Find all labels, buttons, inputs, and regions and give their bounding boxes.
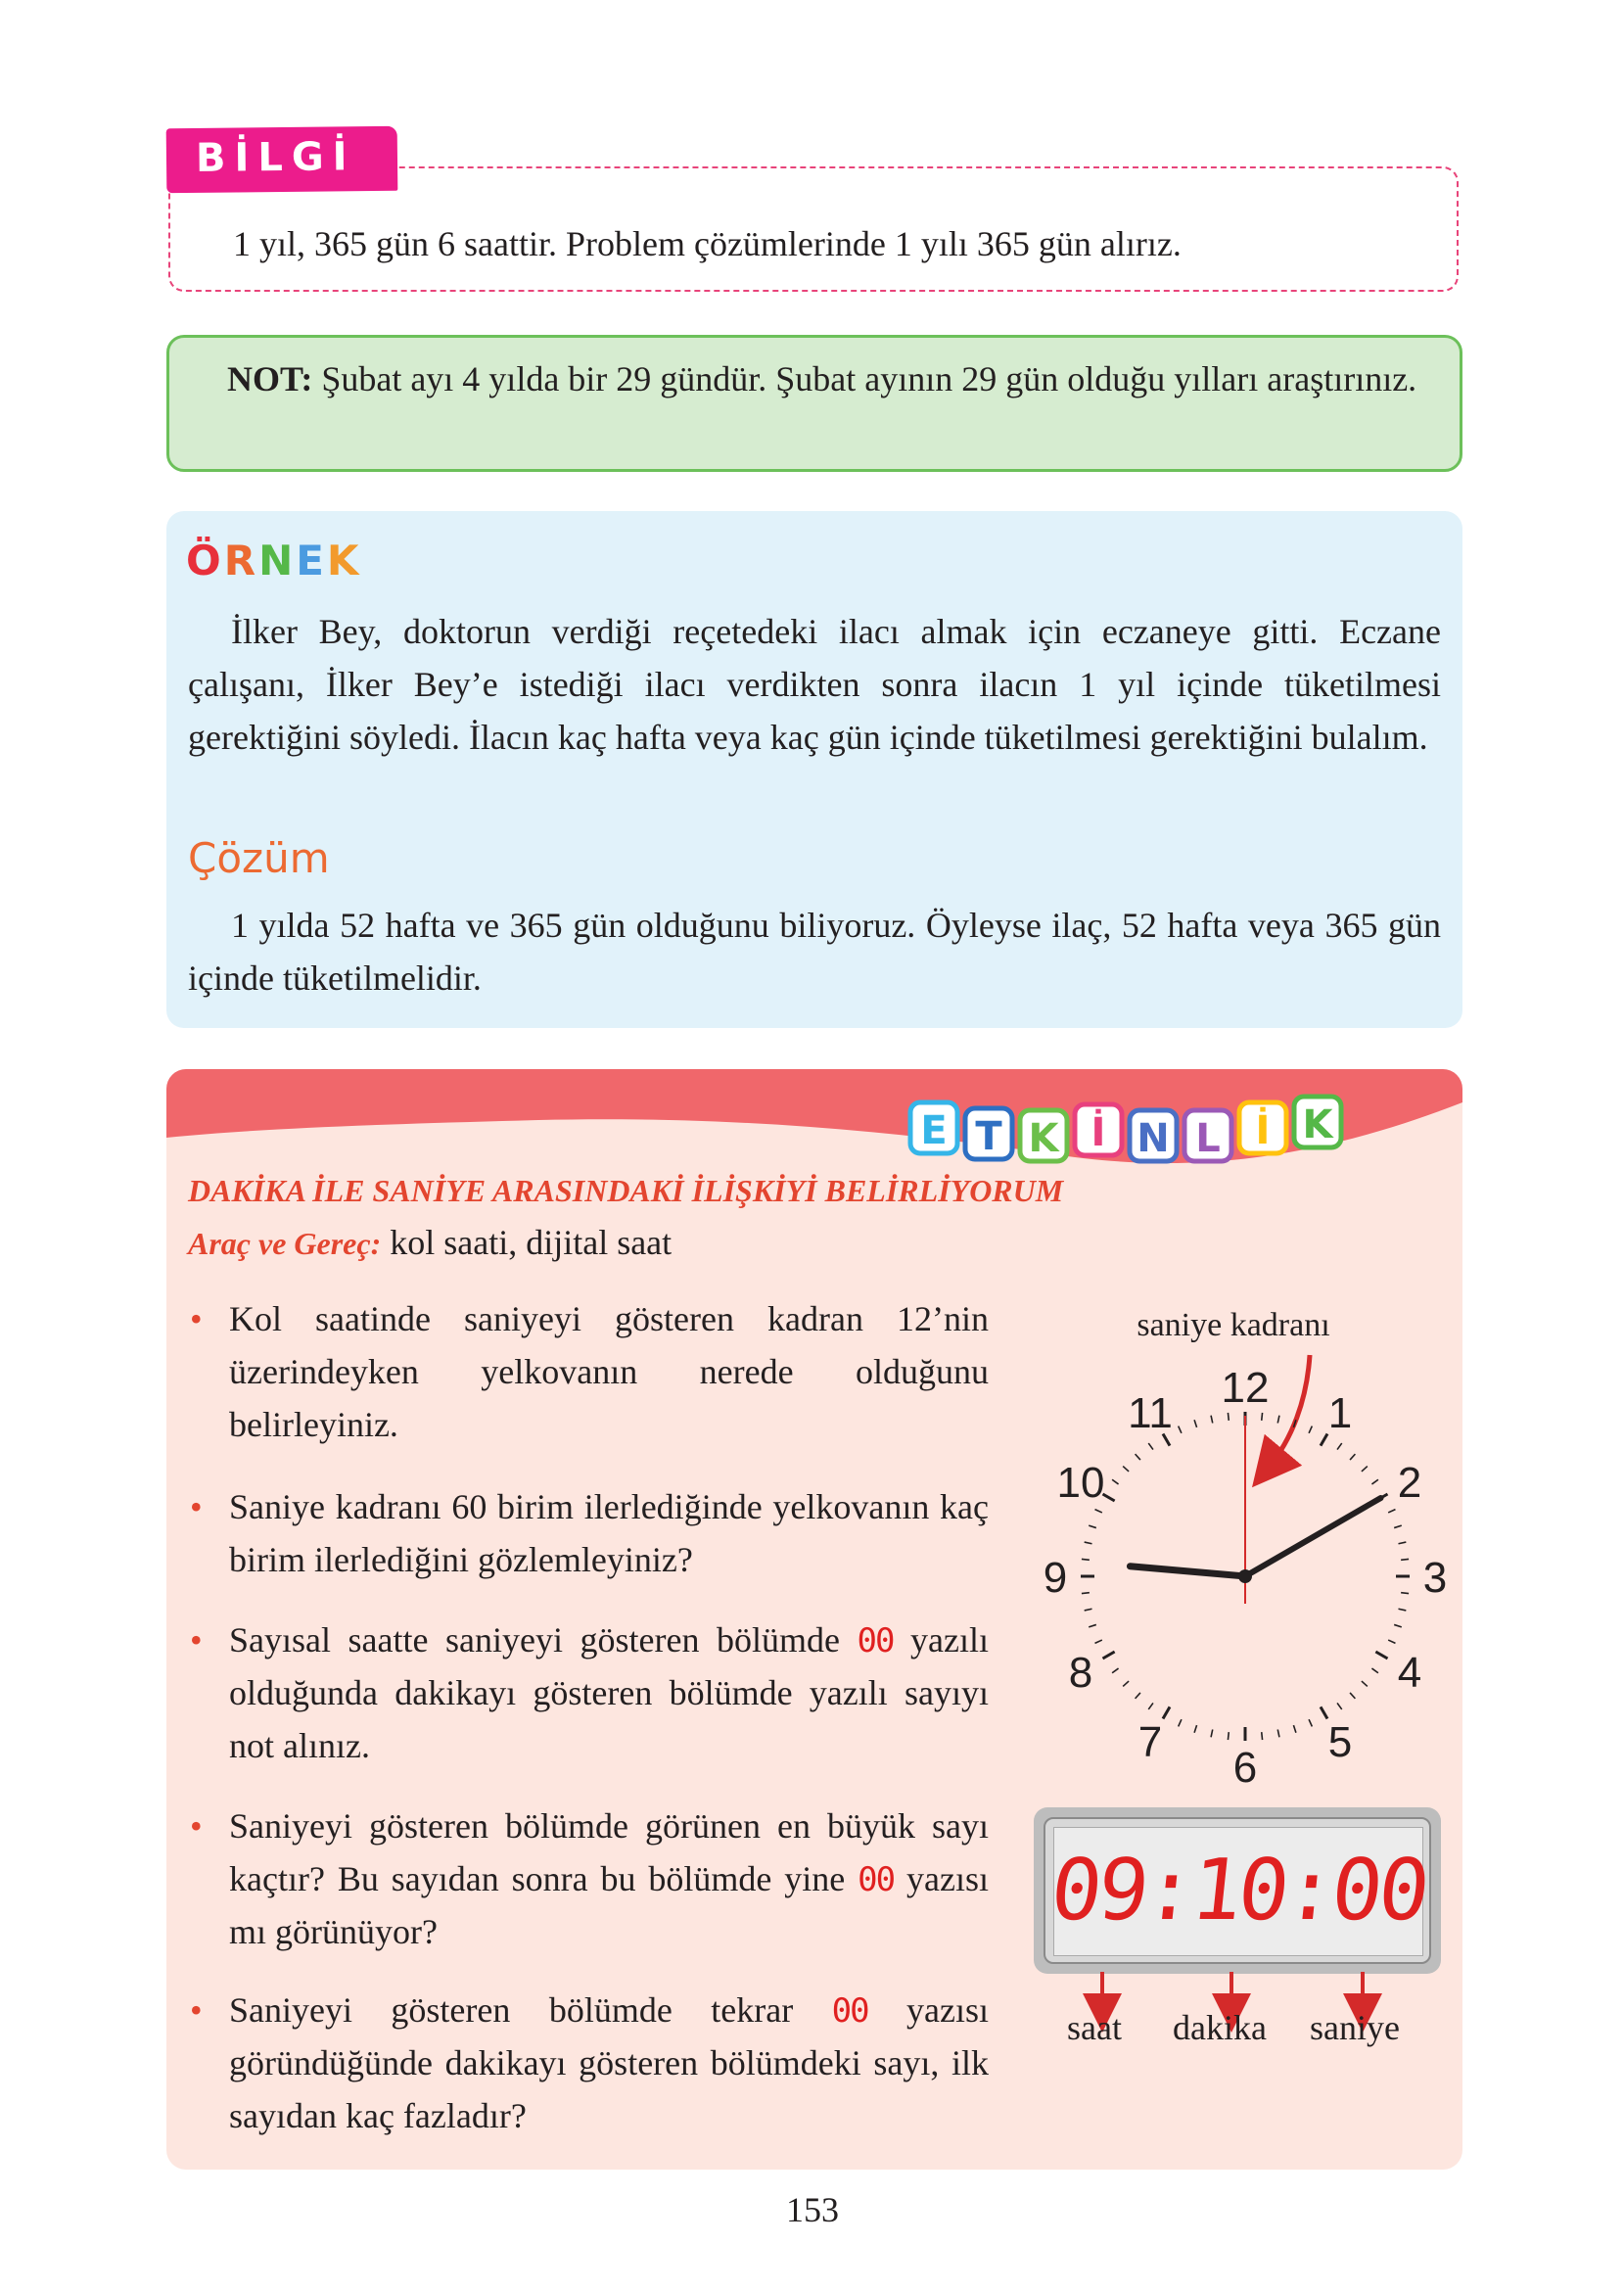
clock-tick bbox=[1388, 1640, 1395, 1643]
clock-number: 4 bbox=[1397, 1649, 1422, 1697]
bullet-text: yazısı mı görünüyor? bbox=[229, 1859, 989, 1951]
clock-tick bbox=[1112, 1479, 1118, 1484]
tools-value: kol saati, dijital saat bbox=[381, 1223, 673, 1262]
clock-face bbox=[1044, 1364, 1447, 1792]
clock-tick bbox=[1399, 1542, 1407, 1544]
clock-tick bbox=[1375, 1652, 1387, 1659]
clock-tick bbox=[1089, 1525, 1096, 1527]
solution-label: Çözüm bbox=[188, 834, 330, 882]
example-text: İlker Bey, doktorun verdiği reçetedeki ilacı almak için eczaneye gitti. Eczane çalışanı, İlker Bey’e istediği ilacı verdikten sonra ilacın 1 yıl içinde tüketilmesi gerektiğini söyledi. İlacın kaç hafta veya kaç gün içinde tüketilmesi gerektiğini bulalım. bbox=[188, 612, 1441, 757]
clock-tick bbox=[1362, 1681, 1368, 1686]
bullet-text: Kol saatinde saniyeyi gösteren kadran 12’nin üzerindeyken yelkovanın nerede olduğunu belirleyiniz. bbox=[229, 1299, 989, 1444]
activity-letter: E bbox=[920, 1108, 948, 1153]
clock-tick bbox=[1321, 1707, 1327, 1718]
note-label: NOT: bbox=[227, 359, 313, 398]
digital-seconds: 00 bbox=[1326, 1842, 1431, 1940]
clock-tick bbox=[1337, 1703, 1342, 1708]
clock-tick bbox=[1085, 1542, 1092, 1544]
clock-center bbox=[1238, 1569, 1252, 1583]
digital-minutes: 10 bbox=[1186, 1842, 1291, 1940]
clock-tick bbox=[1095, 1640, 1102, 1643]
clock-tick bbox=[1082, 1559, 1090, 1560]
list-item bbox=[186, 1292, 989, 1451]
digital-label-saat: saat bbox=[1067, 2008, 1122, 2047]
clock-tick bbox=[1179, 1426, 1182, 1433]
clock-tick bbox=[1123, 1681, 1129, 1686]
tools-line bbox=[188, 1222, 672, 1263]
clock-tick bbox=[1388, 1510, 1395, 1513]
clock-tick bbox=[1399, 1609, 1407, 1611]
clock-tick bbox=[1194, 1725, 1196, 1733]
hour-hand bbox=[1130, 1566, 1245, 1576]
list-item bbox=[186, 1480, 989, 1586]
activity-letter: N bbox=[1137, 1116, 1170, 1161]
note-text bbox=[196, 352, 1439, 405]
list-item bbox=[186, 1800, 989, 1958]
clock-tick bbox=[1211, 1416, 1213, 1424]
clock-number: 11 bbox=[1128, 1388, 1173, 1437]
example-letter: R bbox=[223, 537, 259, 584]
digital-zeros-icon: 00 bbox=[831, 1991, 868, 2031]
bullet-icon: • bbox=[190, 1620, 203, 1660]
clock-number: 7 bbox=[1137, 1718, 1163, 1767]
clock-number: 3 bbox=[1422, 1554, 1448, 1602]
clock-tick bbox=[1228, 1413, 1229, 1421]
list-item bbox=[186, 1984, 989, 2142]
clock-tick bbox=[1309, 1719, 1312, 1726]
activity-letter: İ bbox=[1090, 1110, 1106, 1155]
clock-tick bbox=[1401, 1593, 1409, 1594]
clock-number: 1 bbox=[1327, 1388, 1353, 1437]
digital-zeros-icon: 00 bbox=[858, 1860, 895, 1899]
clock-tick bbox=[1309, 1426, 1312, 1433]
clock-number: 8 bbox=[1068, 1649, 1093, 1697]
digital-clock bbox=[1034, 1807, 1441, 1974]
bullet-icon: • bbox=[190, 1990, 203, 2030]
digital-zeros-icon: 00 bbox=[857, 1621, 894, 1660]
bullet-text: yazılı olduğunda dakikayı gösteren bölümde yazılı sayıyı not alınız. bbox=[229, 1620, 989, 1765]
example-label bbox=[186, 537, 361, 584]
clock-tick bbox=[1262, 1413, 1263, 1421]
clock-tick bbox=[1262, 1732, 1263, 1740]
clock-tick bbox=[1394, 1624, 1402, 1626]
clock-tick bbox=[1321, 1434, 1327, 1446]
clock-tick bbox=[1136, 1454, 1140, 1460]
bullet-text: Saniyeyi gösteren bölümde görünen en büyük sayı kaçtır? Bu sayıdan sonra bu bölümde yine bbox=[229, 1806, 989, 1898]
clock-tick bbox=[1211, 1730, 1213, 1738]
activity-title: DAKİKA İLE SANİYE ARASINDAKİ İLİŞKİYİ BELİRLİYORUM bbox=[188, 1173, 1064, 1208]
clock-tick bbox=[1401, 1559, 1409, 1560]
clock-number: 9 bbox=[1043, 1554, 1068, 1602]
activity-letter: K bbox=[1302, 1102, 1333, 1147]
bullet-icon: • bbox=[190, 1487, 203, 1526]
clock-tick bbox=[1362, 1467, 1368, 1472]
bilgi-label-text: BİLGİ bbox=[195, 134, 356, 181]
clock-tick bbox=[1148, 1703, 1153, 1708]
clock-number: 10 bbox=[1056, 1459, 1105, 1507]
clock-tick bbox=[1163, 1707, 1170, 1718]
bilgi-label bbox=[166, 126, 398, 193]
clock-tick bbox=[1136, 1693, 1140, 1699]
clock-number: 12 bbox=[1221, 1364, 1270, 1412]
clock-tick bbox=[1148, 1443, 1153, 1449]
bullet-icon: • bbox=[190, 1299, 203, 1338]
activity-letter: İ bbox=[1255, 1108, 1271, 1153]
digital-display: 09:10:00 bbox=[1045, 1842, 1431, 1940]
clock-tick bbox=[1277, 1416, 1279, 1424]
clock-tick bbox=[1085, 1609, 1092, 1611]
clock-number: 6 bbox=[1232, 1744, 1258, 1792]
bullet-text: Saniye kadranı 60 birim ilerlediğinde yelkovanın kaç birim ilerlediğini gözlemleyiniz? bbox=[229, 1487, 989, 1579]
bullet-text: Sayısal saatte saniyeyi gösteren bölümde bbox=[229, 1620, 858, 1660]
clock-tick bbox=[1095, 1510, 1102, 1513]
clock-tick bbox=[1371, 1668, 1377, 1673]
bullet-text: yazısı göründüğünde dakikayı gösteren bölümdeki sayı, ilk sayıdan kaç fazladır? bbox=[229, 1990, 989, 2135]
example-letter: N bbox=[258, 537, 297, 584]
digital-hours: 09 bbox=[1045, 1842, 1150, 1940]
clock-tick bbox=[1179, 1719, 1182, 1726]
digital-label-saniye: saniye bbox=[1310, 2008, 1400, 2047]
clock-tick bbox=[1194, 1420, 1196, 1427]
page-number: 153 bbox=[786, 2190, 839, 2229]
bilgi-text: 1 yıl, 365 gün 6 saattir. Problem çözümlerinde 1 yılı 365 gün alırız. bbox=[233, 224, 1182, 263]
note-body: Şubat ayı 4 yılda bir 29 gündür. Şubat ayının 29 gün olduğu yılları araştırınız. bbox=[312, 359, 1417, 398]
minute-hand bbox=[1245, 1498, 1381, 1576]
tools-label: Araç ve Gereç: bbox=[188, 1226, 382, 1261]
clock-tick bbox=[1350, 1454, 1355, 1460]
second-dial-label: saniye kadranı bbox=[1137, 1307, 1330, 1343]
clock-number: 2 bbox=[1397, 1459, 1422, 1507]
activity-label bbox=[901, 1075, 1370, 1169]
example-letter: E bbox=[296, 537, 327, 584]
label-arrow bbox=[1268, 1355, 1310, 1469]
clock-tick bbox=[1337, 1443, 1342, 1449]
clock-tick bbox=[1089, 1624, 1096, 1626]
activity-letter: K bbox=[1028, 1116, 1059, 1161]
clock-tick bbox=[1350, 1693, 1355, 1699]
example-letter: K bbox=[326, 537, 362, 584]
solution-text: 1 yılda 52 hafta ve 365 gün olduğunu biliyoruz. Öyleyse ilaç, 52 hafta veya 365 gün içinde tüketilmelidir. bbox=[188, 906, 1441, 998]
clock-tick bbox=[1371, 1479, 1377, 1484]
clock-tick bbox=[1293, 1725, 1295, 1733]
example-letter: Ö bbox=[186, 537, 224, 584]
list-item bbox=[186, 1613, 989, 1772]
clock-tick bbox=[1112, 1668, 1118, 1673]
clock-tick bbox=[1103, 1652, 1115, 1659]
digital-label-dakika: dakika bbox=[1173, 2008, 1267, 2047]
bullet-text: Saniyeyi gösteren bölümde tekrar bbox=[229, 1990, 832, 2030]
activity-letter: L bbox=[1195, 1116, 1221, 1161]
clock-tick bbox=[1228, 1732, 1229, 1740]
analog-clock bbox=[1018, 1292, 1468, 1821]
clock-tick bbox=[1277, 1730, 1279, 1738]
clock-tick bbox=[1394, 1525, 1402, 1527]
activity-letter: T bbox=[975, 1114, 1002, 1159]
clock-tick bbox=[1123, 1467, 1129, 1472]
bullet-icon: • bbox=[190, 1806, 203, 1846]
clock-number: 5 bbox=[1327, 1718, 1353, 1767]
clock-tick bbox=[1082, 1593, 1090, 1594]
